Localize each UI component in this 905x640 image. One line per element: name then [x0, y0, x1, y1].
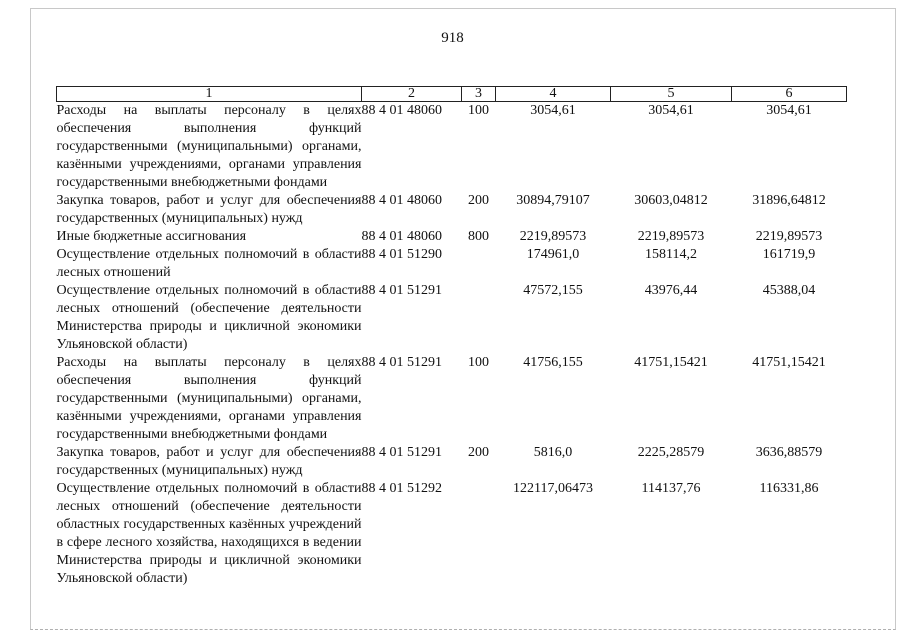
page-number: 918	[441, 30, 464, 46]
table-row	[57, 480, 847, 588]
table-row	[57, 246, 847, 282]
table-row	[57, 102, 847, 193]
expense-name: Осуществление отдельных полномочий в области лесных отношений (обеспечение деятельности Министерства природы и цикличной экономики Ульяновской области)	[56, 283, 362, 352]
table-row	[57, 192, 847, 228]
expense-name: Осуществление отдельных полномочий в области лесных отношений	[56, 247, 362, 280]
amount-year-2: 41751,15421	[634, 355, 708, 370]
column-header: 3	[462, 87, 496, 102]
table-row	[57, 228, 847, 246]
amount-year-3: 2219,89573	[755, 229, 823, 244]
amount-year-1: 5816,0	[533, 445, 573, 460]
amount-year-1: 3054,61	[530, 103, 576, 118]
amount-year-2: 158114,2	[645, 247, 697, 262]
expense-name: Расходы на выплаты персоналу в целях обеспечения выполнения функций государственными (муниципальными) органами, казёнными учреждениями, органами управления государственными внебюджетными фондами	[56, 355, 362, 442]
amount-year-2: 3054,61	[648, 103, 694, 118]
expense-name: Осуществление отдельных полномочий в области лесных отношений (обеспечение деятельности областных государственных казённых учреждений в сфере лесного хозяйства, находящихся в ведении Министерства природы и цикличной экономики Ульяновской области)	[56, 481, 362, 586]
expense-type: 200	[468, 445, 489, 460]
target-code: 88 4 01 51291	[361, 445, 442, 460]
expense-type: 200	[468, 193, 489, 208]
expense-name: Закупка товаров, работ и услуг для обеспечения государственных (муниципальных) нужд	[56, 445, 362, 478]
amount-year-1: 41756,155	[523, 355, 583, 370]
target-code: 88 4 01 51292	[361, 481, 442, 496]
amount-year-1: 2219,89573	[519, 229, 587, 244]
expense-type	[462, 480, 496, 588]
target-code: 88 4 01 51291	[361, 283, 442, 298]
amount-year-3: 31896,64812	[752, 193, 826, 208]
amount-year-2: 43976,44	[644, 283, 698, 298]
expense-type	[462, 282, 496, 354]
table-row	[57, 354, 847, 444]
amount-year-3: 3636,88579	[755, 445, 823, 460]
expense-type: 100	[468, 355, 489, 370]
target-code: 88 4 01 51290	[361, 247, 442, 262]
amount-year-3: 116331,86	[759, 481, 819, 496]
column-header: 5	[611, 87, 732, 102]
amount-year-3: 41751,15421	[752, 355, 826, 370]
target-code: 88 4 01 48060	[361, 193, 442, 208]
amount-year-2: 114137,76	[641, 481, 701, 496]
amount-year-2: 30603,04812	[634, 193, 708, 208]
expense-type: 800	[468, 229, 489, 244]
expense-type	[462, 246, 496, 282]
amount-year-1: 30894,79107	[516, 193, 590, 208]
table-row	[57, 282, 847, 354]
target-code: 88 4 01 51291	[361, 355, 442, 370]
table-header-row	[57, 87, 847, 102]
expense-name: Закупка товаров, работ и услуг для обеспечения государственных (муниципальных) нужд	[56, 193, 362, 226]
amount-year-3: 45388,04	[762, 283, 816, 298]
amount-year-3: 3054,61	[766, 103, 812, 118]
table-row	[57, 444, 847, 480]
target-code: 88 4 01 48060	[361, 103, 442, 118]
amount-year-2: 2225,28579	[637, 445, 705, 460]
column-header: 2	[362, 87, 462, 102]
expense-type: 100	[468, 103, 489, 118]
amount-year-2: 2219,89573	[637, 229, 705, 244]
expense-name: Иные бюджетные ассигнования	[56, 229, 247, 244]
amount-year-1: 122117,06473	[513, 481, 593, 496]
amount-year-1: 47572,155	[523, 283, 583, 298]
expense-name: Расходы на выплаты персоналу в целях обеспечения выполнения функций государственными (муниципальными) органами, казёнными учреждениями, органами управления государственными внебюджетными фондами	[56, 103, 362, 190]
amount-year-1: 174961,0	[526, 247, 580, 262]
target-code: 88 4 01 48060	[361, 229, 442, 244]
budget-table	[56, 86, 847, 588]
column-header: 6	[732, 87, 847, 102]
amount-year-3: 161719,9	[762, 247, 816, 262]
column-header: 4	[496, 87, 611, 102]
column-header: 1	[57, 87, 362, 102]
